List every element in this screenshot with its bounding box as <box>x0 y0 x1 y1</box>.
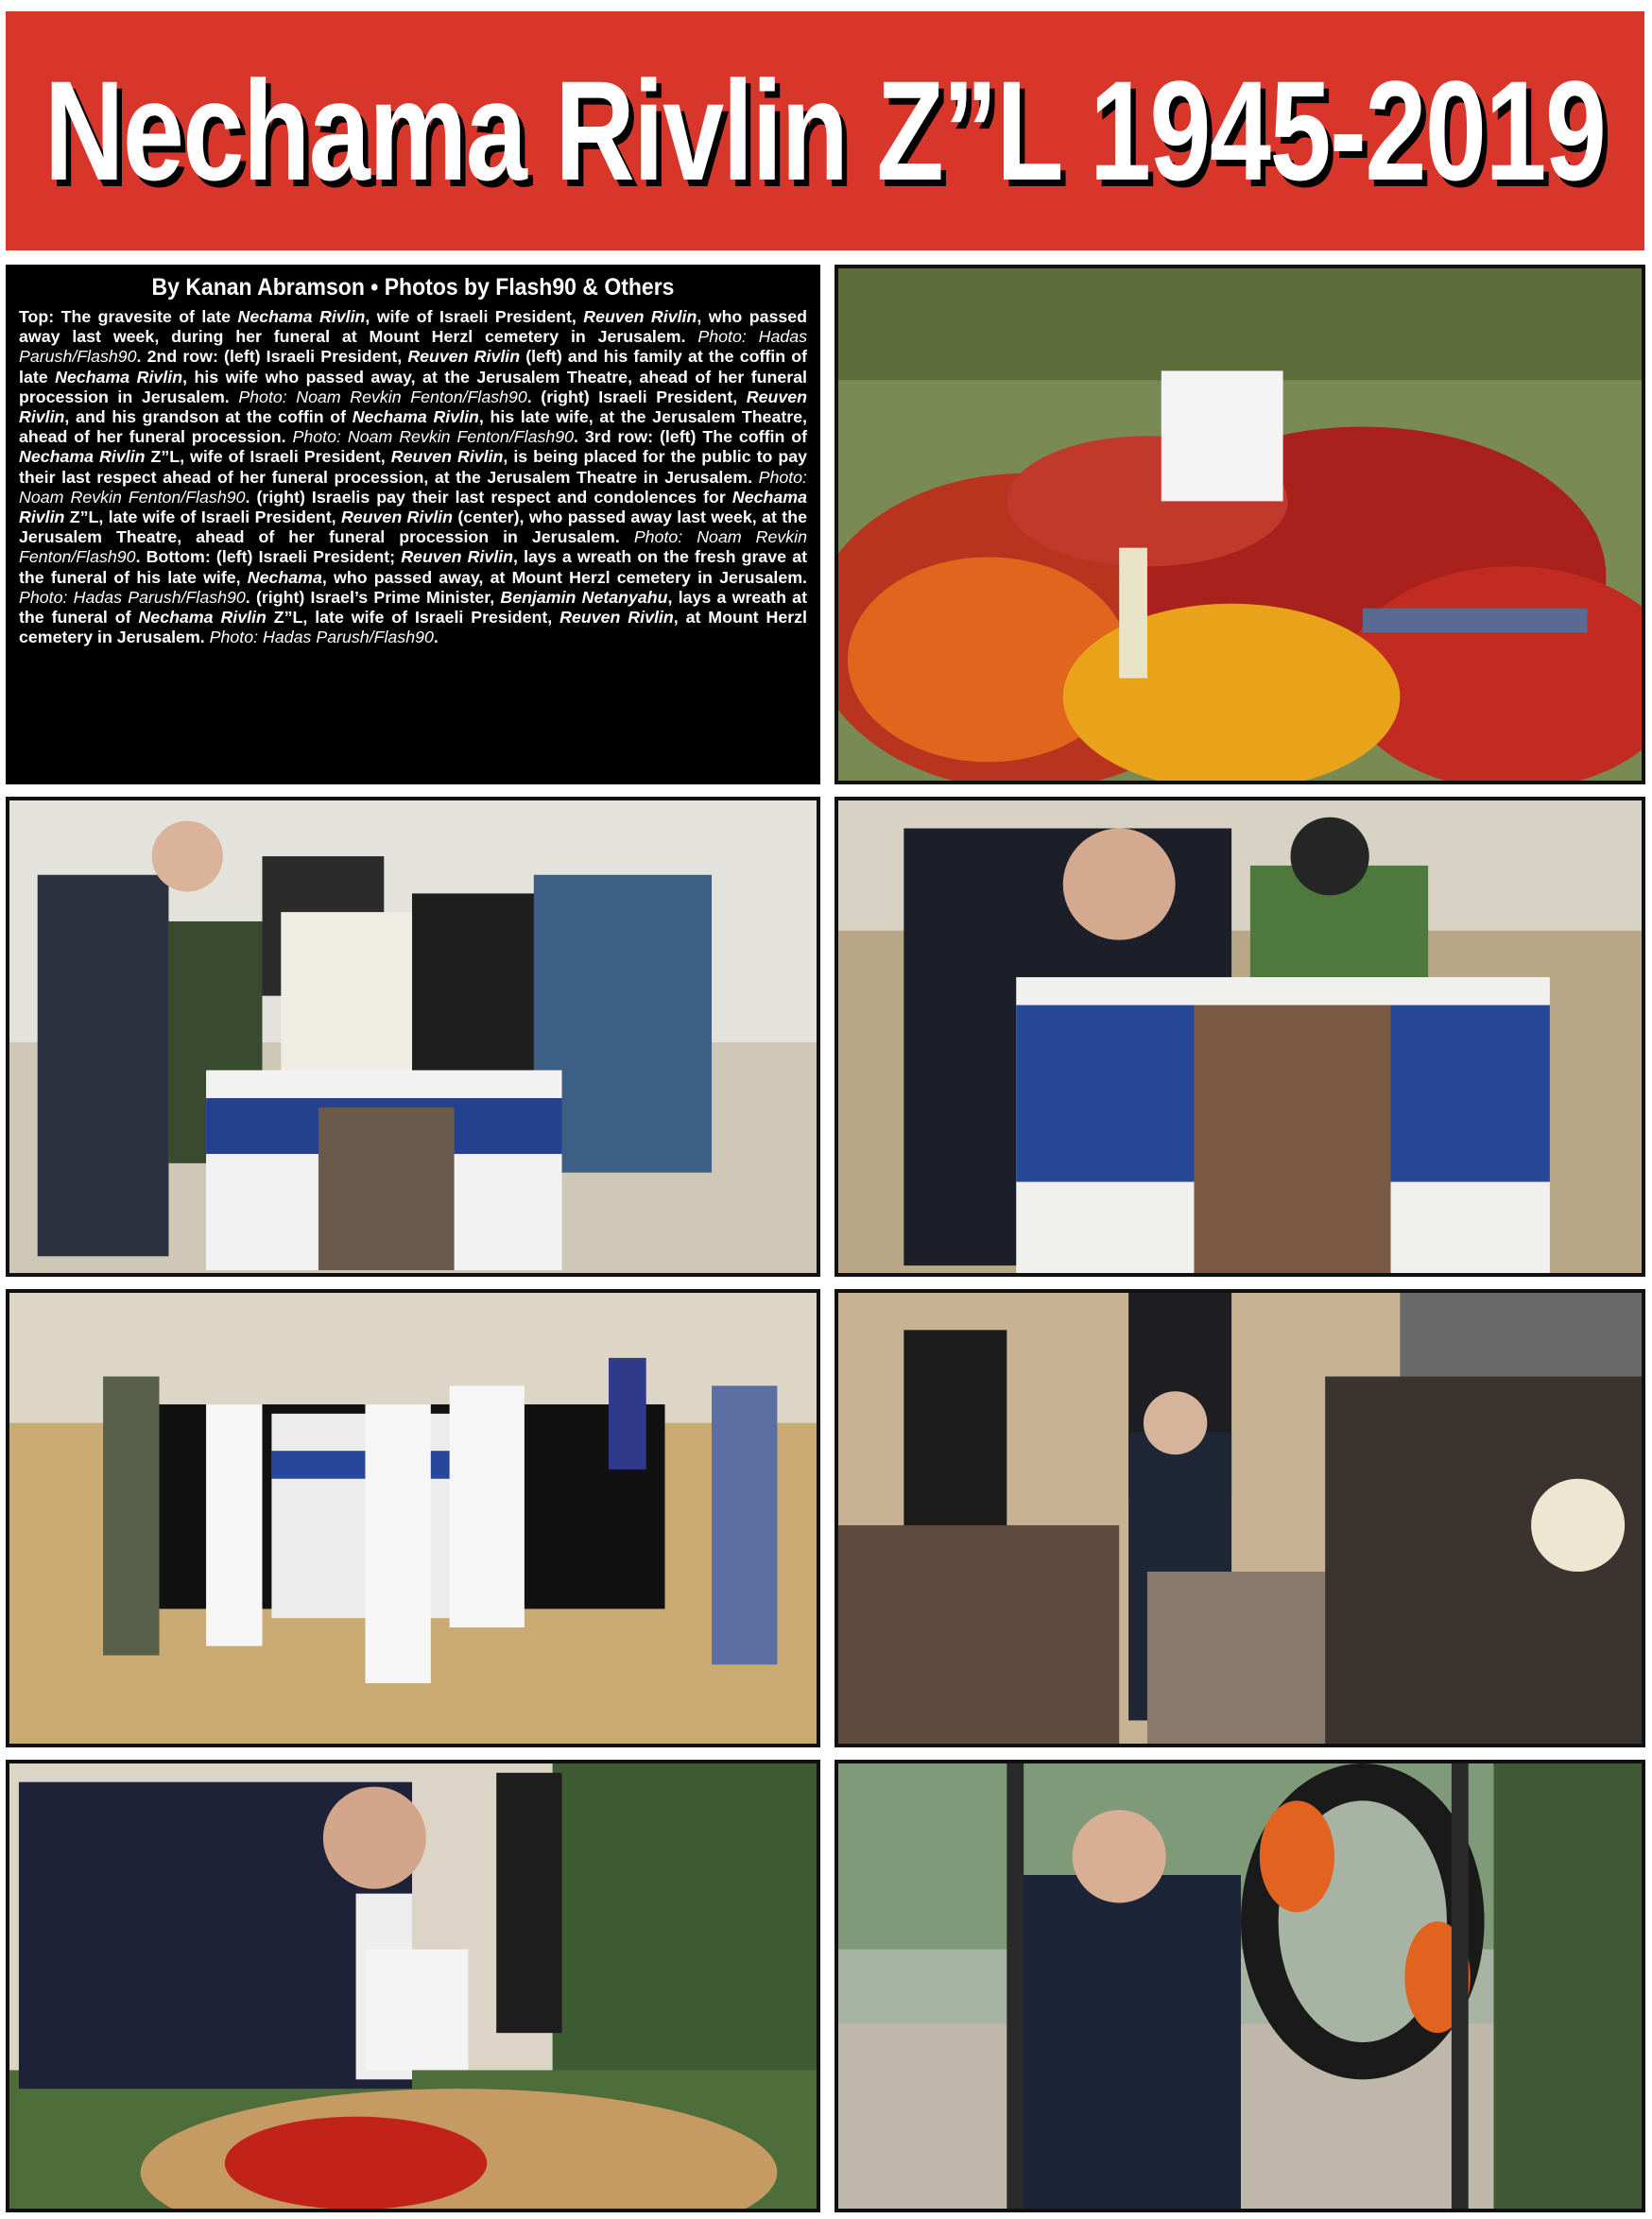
name-italic: Reuven Rivlin <box>390 447 504 467</box>
caption-text: , is being placed for the public to pay their last respect ahead of her funeral procession, at the Jerusalem Theatre in Jerusalem. <box>19 447 807 487</box>
caption-text: . (right) Israeli President, <box>526 387 747 406</box>
name-italic: Nechama Rivlin <box>352 407 479 427</box>
caption-text: . 2nd row: (left) Israeli President, <box>136 347 408 367</box>
photo-president-lays-wreath <box>6 1760 820 2212</box>
photo-credit: Photo: Noam Revkin Fenton/Flash90 <box>238 387 527 406</box>
caption-text: , who passed away, at Mount Herzl cemetery in Jerusalem. <box>321 567 807 587</box>
caption-text: , his wife who passed away, at the Jerusalem Theatre, ahead of her funeral procession in Jerusalem. <box>19 367 807 406</box>
photo-credit: Photo: Hadas Parush/Flash90 <box>19 587 246 607</box>
caption-text: Z”L, late wife of Israeli President, <box>64 507 341 527</box>
photo-credit: Photo: Hadas Parush/Flash90 <box>209 628 434 647</box>
caption-text: , lays a wreath at the funeral of <box>19 587 807 628</box>
photo-president-and-grandson <box>835 797 1645 1277</box>
caption-text: (center), who passed away last week, at the Jerusalem Theatre, ahead of her funeral procession in Jerusalem. <box>19 507 807 547</box>
name-italic: Reuven Rivlin <box>19 387 807 427</box>
name-italic: Reuven Rivlin <box>340 507 453 527</box>
caption-text: (left) and his family at the coffin of late <box>19 347 807 387</box>
caption-text: , at Mount Herzl cemetery in Jerusalem. <box>19 608 807 647</box>
caption-text: Z”L, wife of Israeli President, <box>145 447 391 467</box>
headline: Nechama Rivlin Z”L 1945-2019 <box>44 51 1606 210</box>
caption-box <box>6 265 820 784</box>
name-italic: Nechama Rivlin <box>19 487 807 527</box>
name-italic: Nechama Rivlin <box>138 608 267 628</box>
photo-coffin-placed <box>6 1289 820 1747</box>
byline: By Kanan Abramson • Photos by Flash90 & Others <box>151 274 675 301</box>
name-italic: Nechama Rivlin <box>237 307 366 326</box>
caption-text: . <box>433 628 439 647</box>
name-italic: Reuven Rivlin <box>583 307 697 326</box>
caption-text: , who passed away last week, during her funeral at Mount Herzl cemetery in Jerusalem. <box>19 307 808 347</box>
photo-gravesite-wreaths <box>835 265 1645 784</box>
name-italic: Nechama Rivlin <box>19 447 146 467</box>
caption-text: . (right) Israel’s Prime Minister, <box>245 587 501 607</box>
name-italic: Benjamin Netanyahu <box>500 587 668 607</box>
caption-text: , and his grandson at the coffin of <box>64 407 353 427</box>
headline-banner <box>6 11 1644 250</box>
photo-public-condolences <box>835 1289 1645 1747</box>
caption-text: Top: The gravesite of late <box>19 307 238 326</box>
name-italic: Nechama Rivlin <box>55 367 183 387</box>
photo-credit: Photo: Hadas Parush/Flash90 <box>19 327 808 367</box>
name-italic: Nechama <box>247 567 322 587</box>
photo-credit: Photo: Noam Revkin Fenton/Flash90 <box>19 467 807 507</box>
photo-prime-minister-wreath <box>835 1760 1645 2212</box>
name-italic: Reuven Rivlin <box>559 608 674 628</box>
caption-text: , lays a wreath on the fresh grave at the funeral of his late wife, <box>19 547 808 587</box>
photo-credit: Photo: Noam Revkin Fenton/Flash90 <box>292 427 575 447</box>
caption-text: . 3rd row: (left) The coffin of <box>574 427 808 447</box>
name-italic: Reuven Rivlin <box>401 547 514 567</box>
caption-text: , wife of Israeli President, <box>365 307 584 326</box>
photo-credit: Photo: Noam Revkin Fenton/Flash90 <box>19 527 807 567</box>
caption-text: . Bottom: (left) Israeli President; <box>135 547 402 567</box>
caption-text: . (right) Israelis pay their last respect and condolences for <box>245 487 732 507</box>
name-italic: Reuven Rivlin <box>407 347 521 367</box>
photo-captions <box>19 307 807 647</box>
photo-family-at-coffin <box>6 797 820 1277</box>
caption-text: Z”L, late wife of Israeli President, <box>266 608 560 628</box>
caption-text: , his late wife, at the Jerusalem Theatre, ahead of her funeral procession. <box>19 407 807 447</box>
